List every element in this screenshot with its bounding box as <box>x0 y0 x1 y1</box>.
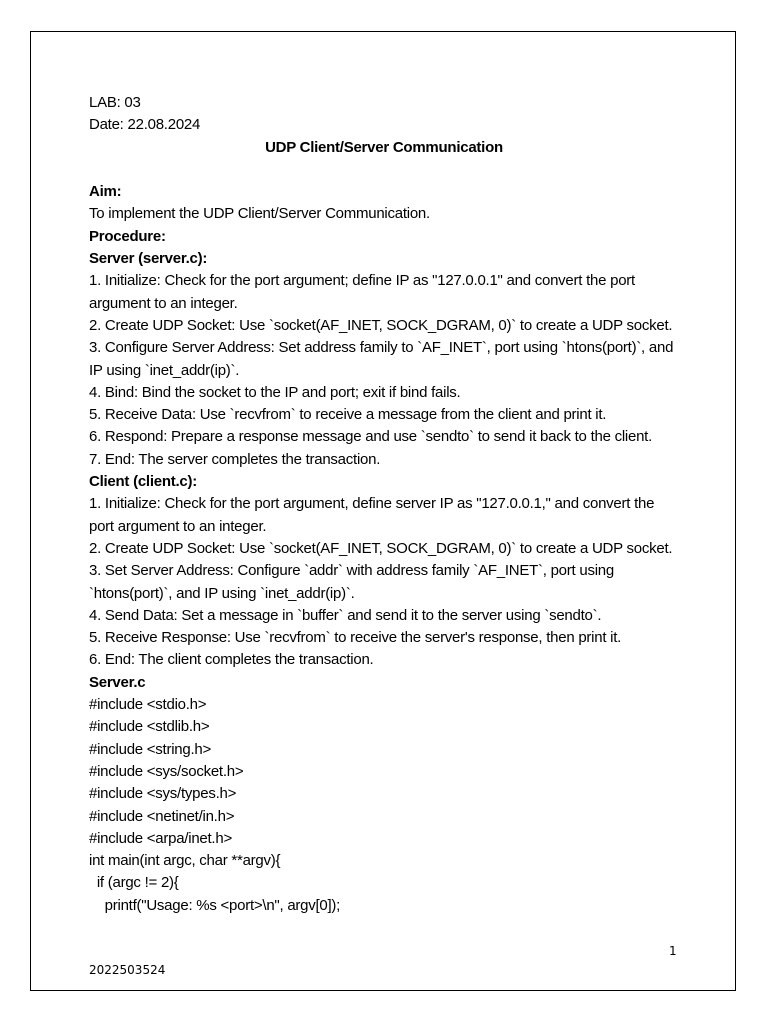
spacer <box>89 159 689 181</box>
lab-date: Date: 22.08.2024 <box>89 116 201 134</box>
client-heading: Client (client.c): <box>89 473 198 491</box>
server-step-line: 1. Initialize: Check for the port argument; define IP as "127.0.0.1" and convert the port <box>89 272 635 290</box>
code-line: #include <stdio.h> <box>89 696 207 714</box>
client-step-line: 4. Send Data: Set a message in `buffer` and send it to the server using `sendto`. <box>89 606 602 624</box>
server-step-line: argument to an integer. <box>89 294 238 312</box>
code-line: #include <arpa/inet.h> <box>89 829 232 847</box>
server-steps <box>89 270 689 471</box>
code-line: #include <sys/types.h> <box>89 785 237 803</box>
server-step-line: 6. Respond: Prepare a response message and use `sendto` to send it back to the client. <box>89 428 653 446</box>
code-line: #include <netinet/in.h> <box>89 807 235 825</box>
student-id: 2022503524 <box>89 963 166 977</box>
aim-heading: Aim: <box>89 183 122 201</box>
code-line: #include <stdlib.h> <box>89 718 210 736</box>
client-step-line: 2. Create UDP Socket: Use `socket(AF_INET, SOCK_DGRAM, 0)` to create a UDP socket. <box>89 539 673 557</box>
client-step-line: 3. Set Server Address: Configure `addr` with address family `AF_INET`, port using <box>89 562 614 580</box>
code-heading: Server.c <box>89 673 146 691</box>
client-steps <box>89 493 689 671</box>
lab-number: LAB: 03 <box>89 94 141 111</box>
server-step-line: IP using `inet_addr(ip)`. <box>89 361 240 379</box>
page-number: 1 <box>669 944 677 958</box>
client-step-line: 1. Initialize: Check for the port argument, define server IP as "127.0.0.1," and convert the <box>89 495 655 513</box>
server-step-line: 2. Create UDP Socket: Use `socket(AF_INET, SOCK_DGRAM, 0)` to create a UDP socket. <box>89 316 673 334</box>
aim-text: To implement the UDP Client/Server Communication. <box>89 205 430 223</box>
code-line: #include <string.h> <box>89 740 212 758</box>
server-step-line: 4. Bind: Bind the socket to the IP and port; exit if bind fails. <box>89 383 461 401</box>
code-line: if (argc != 2){ <box>89 874 179 892</box>
procedure-heading: Procedure: <box>89 227 166 245</box>
server-heading: Server (server.c): <box>89 250 208 268</box>
server-step-line: 5. Receive Data: Use `recvfrom` to receive a message from the client and print it. <box>89 406 607 424</box>
server-step-line: 7. End: The server completes the transaction. <box>89 450 381 468</box>
server-step-line: 3. Configure Server Address: Set address family to `AF_INET`, port using `htons(port)`, and <box>89 339 674 357</box>
client-step-line: 5. Receive Response: Use `recvfrom` to receive the server's response, then print it. <box>89 629 622 647</box>
client-step-line: `htons(port)`, and IP using `inet_addr(ip)`. <box>89 584 355 602</box>
code-listing <box>89 694 689 917</box>
client-step-line: port argument to an integer. <box>89 517 267 535</box>
code-line: #include <sys/socket.h> <box>89 762 244 780</box>
code-line: int main(int argc, char **argv){ <box>89 852 281 870</box>
document-body <box>89 92 689 917</box>
document-title: UDP Client/Server Communication <box>265 138 503 156</box>
client-step-line: 6. End: The client completes the transaction. <box>89 651 374 669</box>
code-line: printf("Usage: %s <port>\n", argv[0]); <box>89 896 341 914</box>
